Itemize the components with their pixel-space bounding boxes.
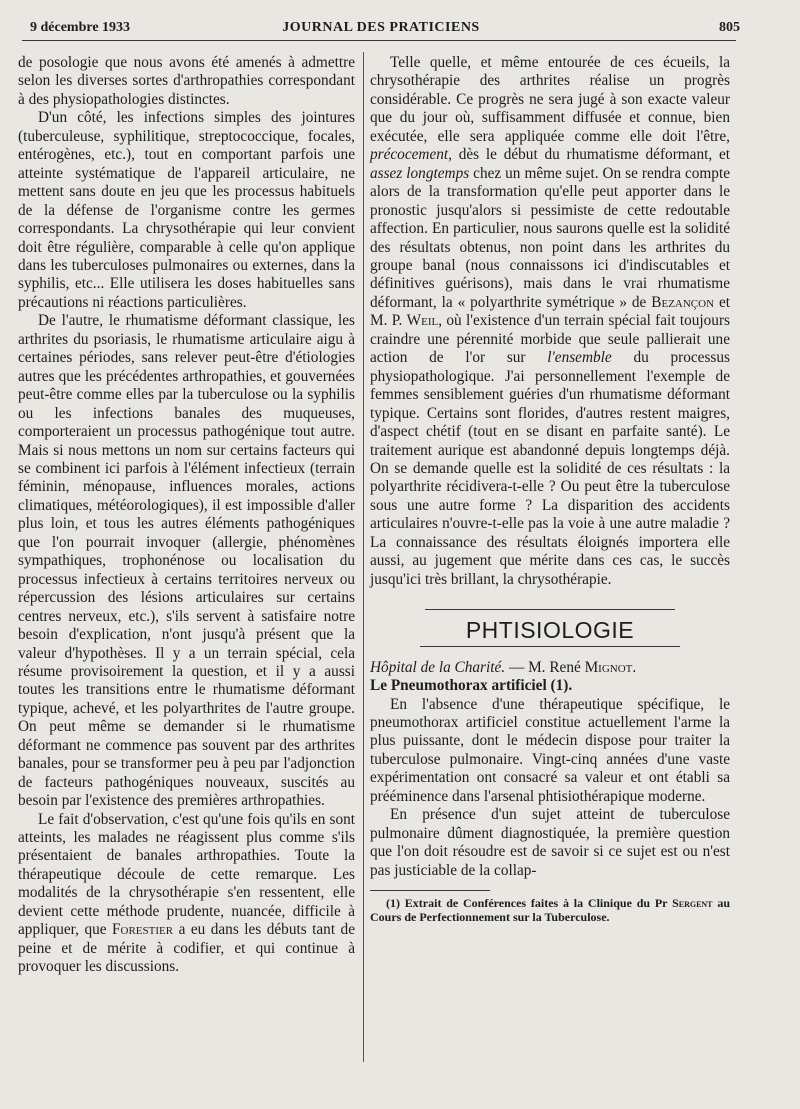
- text-run: a eu dans les débuts tant de peine et de mérite à codifier, et qui continue à provoquer les discussions.: [18, 921, 355, 976]
- hospital-name: Hôpital de la Charité.: [370, 658, 506, 676]
- journal-title: JOURNAL DES PRATICIENS: [282, 20, 480, 35]
- column-divider: [363, 52, 364, 1062]
- article-byline: [370, 659, 730, 677]
- text-run: du processus physiopathologique. J'ai personnellement l'exemple de femmes sensiblement guéries d'un rhumatisme déformant typique. Certains sont florides, d'autres restent maigres, d'aspect chétif (tout en se disant en parfaite santé). Le traitement aurique est abandonné depuis longtemps déjà. On se demande quelle est la solidité de ces résultats : la polyarthrite récidivera-t-elle ? Ou peut être la tuberculose sous une autre forme ? La disparition des accidents articulaires n'ouvre-t-elle pas la voie à une autre maladie ? La connaissance des résultats éloignés importera elle aussi, au jugement que mérite dans ces cas, le succès jusqu'ici très brillant, la chrysothérapie.: [370, 349, 730, 588]
- article-title: Le Pneumothorax artificiel (1).: [370, 677, 573, 695]
- text-run: Le fait d'observation, c'est qu'une fois qu'ils en sont atteints, les malades ne réagissent plus comme s'ils présentaient de banales arthropathies. Toute la thérapeutique découle de cette remarque. Les modalités de la chrysothérapie s'en ressentent, elle devient cette méthode prudente, nuancée, difficile à appliquer, que: [18, 810, 355, 939]
- paragraph: En l'absence d'une thérapeutique spécifique, le pneumothorax artificiel constitue actuellement l'arme la plus puissante, dont le médecin dispose pour traiter la tuberculose pulmonaire. Vingt-cinq années d'une vaste expérimentation ont consacré sa valeur et ont établi sa prééminence dans l'arsenal phtisiothérapique moderne.: [370, 695, 730, 805]
- paragraph: En présence d'un sujet atteint de tuberculose pulmonaire dûment diagnostiquée, la première question que l'on doit résoudre est de savoir si ce sujet est ou n'est pas justiciable de la collap-: [370, 806, 730, 879]
- text-run: , où l'existence d'un terrain spécial fait toujours craindre une pérennité morbide que seule pallierait une action de l'or sur: [370, 312, 730, 367]
- section-rule: [425, 609, 675, 610]
- paragraph: [370, 54, 730, 589]
- section-title: PHTISIOLOGIE: [465, 617, 635, 644]
- issue-date: 9 décembre 1933: [30, 20, 131, 35]
- spacer: [370, 589, 730, 609]
- text-run: , dès le début du rhumatisme déformant, et: [448, 146, 730, 164]
- text-run: (1) Extrait de Conférences faites à la Clinique du Pr: [386, 896, 673, 911]
- text-run: chez un même sujet. On se rendra compte alors de la transformation qu'elle peut apporter dans le pronostic jusqu'alors si pessimiste de cette redoutable affection. En particulier, nous saurons quelle est la solidité des résultats obtenus, non point dans les arthrites du groupe banal (nous connaissons ici d'indiscutables et définitives guérisons), mais dans le vrai rhumatisme déformant, la « polyarthrite symétrique » de: [370, 164, 730, 311]
- emphasis: précocement: [370, 146, 449, 164]
- text-run: Telle quelle, et même entourée de ces écueils, la chrysothérapie des arthrites réalise un progrès considérable. Ce progrès ne sera jugé à son exacte valeur que du jour où, suffisamment diffusée et connue, bien exécutée, elle sera appliquée comme elle doit l'être,: [370, 54, 730, 145]
- right-column: [370, 54, 730, 924]
- section-rule: [420, 646, 680, 647]
- footnote-rule: [370, 890, 490, 891]
- paragraph: [18, 811, 355, 977]
- page-number: 805: [719, 20, 740, 35]
- header-rule: [22, 40, 736, 41]
- author-name: Bezançon: [651, 293, 715, 311]
- author-name: Weil: [406, 312, 439, 330]
- emphasis: assez longtemps: [370, 164, 470, 182]
- footnote: [370, 897, 730, 924]
- author-name: Forestier: [112, 921, 174, 939]
- author-name: Mignot.: [584, 658, 637, 676]
- text-run: au Cours de Perfectionnement sur la Tuberculose.: [370, 896, 730, 924]
- page-header: [22, 18, 740, 40]
- emphasis: l'ensemble: [547, 349, 612, 367]
- text-run: et M. P.: [370, 293, 730, 330]
- paragraph: De l'autre, le rhumatisme déformant classique, les arthrites du psoriasis, le rhumatisme articulaire aigu à certaines périodes, sans relever peut-être d'étiologies autres que les précédentes arthropathies, et gouvernées peut-être comme elles par la tuberculose ou la syphilis ou les infections banales des muqueuses, comporteraient un processus pathogénique tout autre. Mais si nous mettons un nom sur certains facteurs qui se combinent ici parfois à l'élément infectieux (terrain féminin, ménopause, influences morales, actions climatiques, météorologiques), il est impossible d'aller plus loin, et tous les autres éléments pathogéniques que l'on pourrait invoquer (allergie, phénomènes sympathiques, trophonénose ou localisation du processus infectieux à certains territoires nerveux ou répercussion des lésions articulaires sur certains centres nerveux, etc.), s'ils servent à satisfaire notre besoin d'explication, n'ont jusqu'à présent que la valeur d'hypothèses. Il y a un terrain spécial, cela résume provisoirement la question, et il y a aussi toutes les transitions entre le rhumatisme déformant typique, achevé, et les polyarthrites de l'autre groupe. On peut même se demander si le rhumatisme déformant ne commence pas souvent par des arthrites banales, pour se transformer peu à peu par l'adjonction de facteurs pathogéniques nouveaux, suscités au besoin par l'existence des premières arthropathies.: [18, 312, 355, 810]
- text-run: — M. René: [505, 658, 585, 676]
- paragraph: D'un côté, les infections simples des jointures (tuberculeuse, syphilitique, streptococcique, focales, entérogènes, etc.), tout en comportant parfois une atteinte systématique de l'appareil articulaire, ne mettent sans doute en jeu que les processus habituels de la défense de l'organisme contre les germes correspondants. La chrysothérapie qui leur convient doit être régulière, comparable à celle qu'on applique dans les tuberculoses pulmonaires ou externes, dans la syphilis, etc... Elle utilisera les doses habituelles sans précautions ni réactions particulières.: [18, 109, 355, 311]
- author-name: Sergent: [672, 896, 713, 911]
- left-column: [18, 54, 355, 977]
- paragraph: de posologie que nous avons été amenés à admettre selon les diverses sortes d'arthropathies correspondant à des physiopathologies distinctes.: [18, 54, 355, 108]
